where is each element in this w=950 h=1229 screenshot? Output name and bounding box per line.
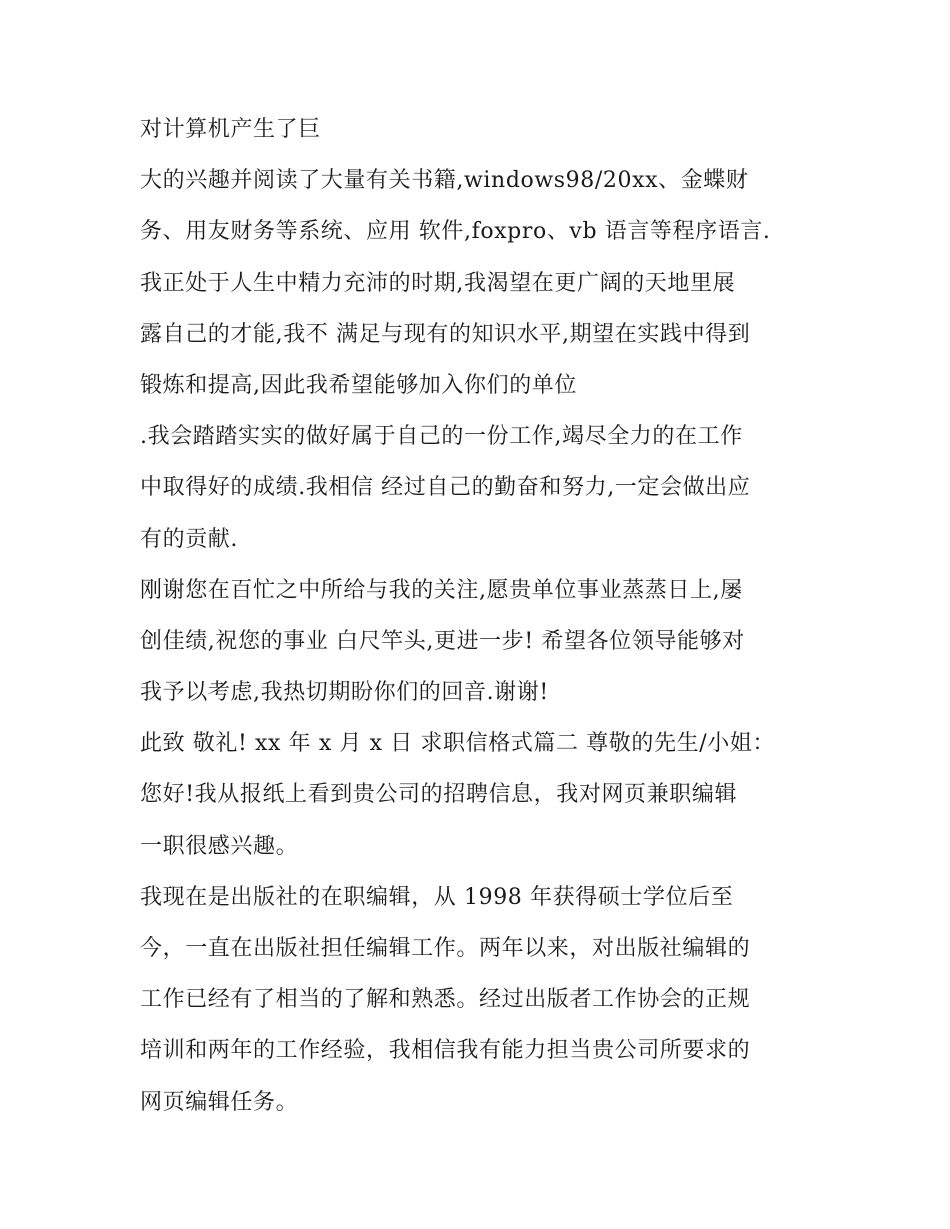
letter-body <box>140 108 830 1132</box>
text-line: 露自己的才能,我不 满足与现有的知识水平,期望在实践中得到 <box>140 321 751 347</box>
text-line: 刚谢您在百忙之中所给与我的关注,愿贵单位事业蒸蒸日上,屡 <box>140 577 743 603</box>
text-line: 我现在是出版社的在职编辑，从 1998 年获得硕士学位后至 <box>140 884 734 910</box>
text-line: 我正处于人生中精力充沛的时期,我渴望在更广阔的天地里展 <box>140 270 736 296</box>
text-line: 创佳绩,祝您的事业 白尺竿头,更进一步! 希望各位领导能够对 <box>140 628 745 654</box>
text-line: 此致 敬礼! xx 年 x 月 x 日 求职信格式篇二 尊敬的先生/小姐： <box>140 731 776 757</box>
text-line: 务、用友财务等系统、应用 软件,foxpro、vb 语言等程序语言. <box>140 219 771 245</box>
text-line: 今，一直在出版社担任编辑工作。两年以来，对出版社编辑的 <box>140 936 751 961</box>
text-line: .我会踏踏实实的做好属于自己的一份工作,竭尽全力的在工作 <box>140 424 743 450</box>
text-line: 网页编辑任务。 <box>140 1089 299 1115</box>
text-line: 对计算机产生了巨 <box>140 117 321 142</box>
text-line: 有的贡献. <box>140 526 238 552</box>
text-line: 锻炼和提高,因此我希望能够加入你们的单位 <box>140 372 577 398</box>
text-line: 中取得好的成绩.我相信 经过自己的勤奋和努力,一定会做出应 <box>140 475 751 501</box>
text-line: 工作已经有了相当的了解和熟悉。经过出版者工作协会的正规 <box>140 987 751 1013</box>
text-line: 培训和两年的工作经验，我相信我有能力担当贵公司所要求的 <box>140 1038 751 1064</box>
text-line: 您好!我从报纸上看到贵公司的招聘信息，我对网页兼职编辑 <box>140 782 738 808</box>
text-line: 大的兴趣并阅读了大量有关书籍,windows98/20xx、金蝶财 <box>140 168 749 194</box>
text-line: 一职很感兴趣。 <box>140 833 299 859</box>
text-line: 我予以考虑,我热切期盼你们的回音.谢谢! <box>140 680 549 706</box>
